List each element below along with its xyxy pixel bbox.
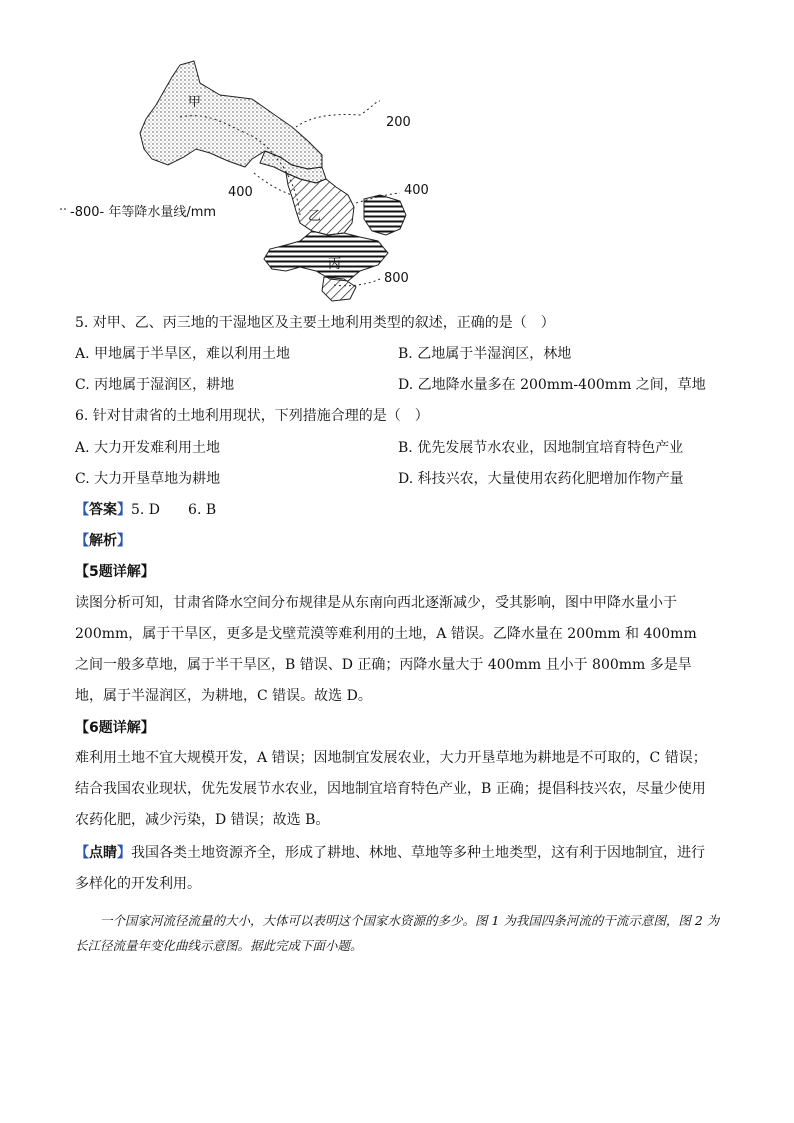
q6-option-a: A. 大力开发难利用土地 [75,440,221,456]
highlight-tag: 【点睛】 [75,845,131,861]
answer-text: 5. D 6. B [131,502,217,518]
region-east-block [364,195,406,235]
label-jia: 甲 [188,95,202,110]
label-yi: 乙 [308,209,322,224]
label-isoline-200: 200 [386,115,411,130]
region-yi-area [286,173,354,235]
detail6-heading: 【6题详解】 [75,720,155,736]
region-jia-area [140,61,322,169]
answer-tag: 【答案】 [75,502,131,518]
isoline-200 [296,101,380,127]
analysis-line [75,531,131,551]
gansu-precipitation-map [60,55,460,305]
highlight-block [75,838,715,900]
q5-option-b: B. 乙地属于半湿润区，林地 [398,346,572,362]
q6-option-b: B. 优先发展节水农业，因地制宜培育特色产业 [398,440,684,456]
label-isoline-800: 800 [384,271,409,286]
detail5-heading: 【5题详解】 [75,564,155,580]
label-isoline-400-west: 400 [228,185,253,200]
label-isoline-400-east: 400 [404,183,429,198]
q6-stem: 6. 针对甘肃省的土地利用现状，下列措施合理的是（ ） [75,408,429,424]
map-legend: -800- 年等降水量线/mm [70,205,217,220]
q5-option-c: C. 丙地属于湿润区，耕地 [75,377,235,393]
highlight-text: 我国各类土地资源齐全，形成了耕地、林地、草地等多种土地类型，这有利于因地制宜，进行多样化的开发利用。 [75,845,705,892]
q6-option-d: D. 科技兴农，大量使用农药化肥增加作物产量 [398,471,684,487]
q5-option-a: A. 甲地属于半旱区，难以利用土地 [75,346,291,362]
q6-option-c: C. 大力开垦草地为耕地 [75,471,221,487]
label-bing: 丙 [328,257,342,272]
detail6-text: 难利用土地不宜大规模开发，A 错误；因地制宜发展农业，大力开垦草地为耕地是不可取的，C 错误；结合我国农业现状，优先发展节水农业，因地制宜培育特色产业，B 正确；提倡科技兴农，尽量少使用农药化肥，减少污染，D 错误；故选 B。 [75,750,707,828]
region-south-block [322,277,356,301]
region-bing-area [264,231,388,281]
q5-option-d: D. 乙地降水量多在 200mm-400mm 之间，草地 [398,377,706,393]
detail5-text: 读图分析可知，甘肃省降水空间分布规律是从东南向西北逐渐减少，受其影响，图中甲降水量小于200mm，属于干旱区，更多是戈壁荒漠等难利用的土地，A 错误。乙降水量在 200mm 和 400mm 之间一般多草地，属于半干旱区，B 错误、D 正确；丙降水量大于 400mm 且小于 800mm 多是旱地，属于半湿润区，为耕地，C 错误。故选 D。 [75,595,697,704]
answer-line [75,500,216,520]
map-graphic [60,55,460,305]
q5-stem: 5. 对甲、乙、丙三地的干湿地区及主要土地利用类型的叙述，正确的是（ ） [75,315,555,331]
analysis-tag: 【解析】 [75,533,131,549]
next-question-intro: 一个国家河流径流量的大小，大体可以表明这个国家水资源的多少。图 1 为我国四条河流的干流示意图，图 2 为长江径流量年变化曲线示意图。据此完成下面小题。 [75,913,720,953]
